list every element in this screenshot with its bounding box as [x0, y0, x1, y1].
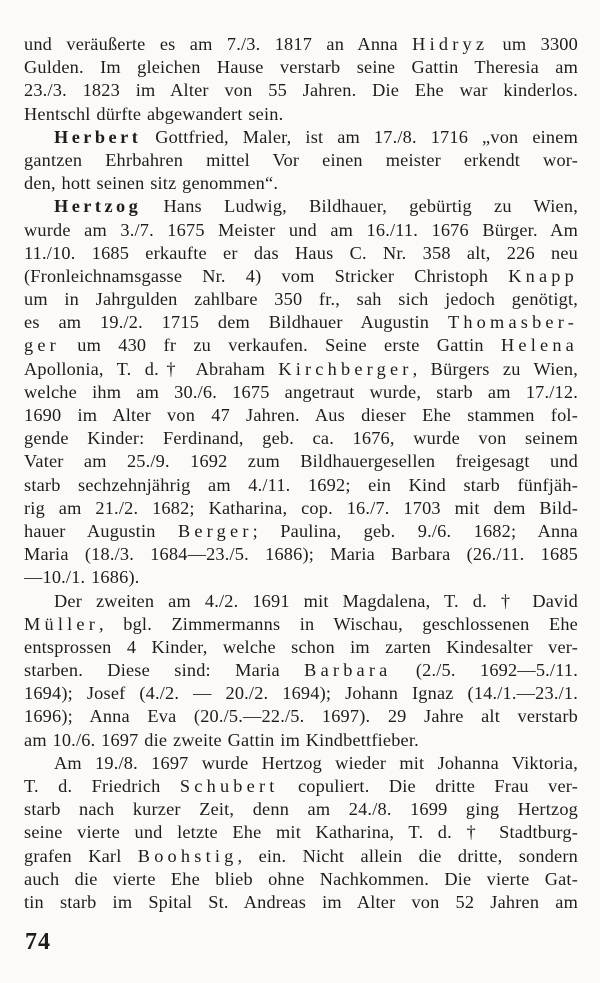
text-segment: Hans Ludwig, Bildhauer, gebürtig zu Wien,	[141, 196, 578, 217]
text-line	[24, 752, 578, 775]
text-line	[24, 404, 578, 427]
spaced-name: Boohstig	[137, 845, 238, 866]
text-segment: wurde am 3./7. 1675 Meister und am 16./11. 1676 Bürger. Am	[24, 219, 578, 240]
text-segment: am 10./6. 1697 die zweite Gattin im Kindbettfieber.	[24, 729, 419, 750]
text-segment: Maria (18./3. 1684—23./5. 1686); Maria Barbara (26./11. 1685	[24, 544, 578, 565]
text-line	[24, 891, 578, 914]
text-line	[24, 126, 578, 149]
text-segment: starben. Diese sind: Maria	[24, 660, 305, 681]
text-segment: Hentschl dürfte abgewandert sein.	[24, 103, 284, 124]
text-segment: Gottfried, Maler, ist am 17./8. 1716 „von einem	[141, 126, 578, 147]
text-line	[24, 381, 578, 404]
text-line	[24, 79, 578, 102]
text-segment: , Bürgers zu Wien,	[412, 358, 578, 379]
text-line	[24, 56, 578, 79]
text-line	[24, 427, 578, 450]
text-line	[24, 775, 578, 798]
text-segment: starb nach kurzer Zeit, denn am 24./8. 1699 ging Hertzog	[24, 799, 578, 820]
text-segment: 11./10. 1685 erkaufte er das Haus C. Nr. 358 alt, 226 neu	[24, 242, 578, 263]
text-segment: rig am 21./2. 1682; Katharina, cop. 16./7. 1703 mit dem Bild-	[24, 497, 578, 518]
page-number: 74	[25, 929, 51, 955]
text-segment: copuliert. Die dritte Frau ver-	[278, 776, 578, 796]
text-segment: , ein. Nicht allein die dritte, sondern	[237, 845, 578, 866]
text-segment: , bgl. Zimmermanns in Wischau, geschlossenen Ehe	[99, 613, 578, 634]
text-segment: Am 19./8. 1697 wurde Hertzog wieder mit Johanna Viktoria,	[54, 752, 578, 773]
text-segment: ; Paulina, geb. 9./6. 1682; Anna	[252, 520, 578, 541]
spaced-name: ger	[24, 335, 60, 356]
text-line	[24, 566, 578, 589]
text-segment: es am 19./2. 1715 dem Bildhauer Augustin	[24, 312, 448, 333]
text-line	[24, 705, 578, 728]
spaced-name: Knapp	[508, 265, 578, 286]
text-segment: um in Jahrgulden zahlbare 350 fr., sah sich jedoch genötigt,	[24, 289, 578, 310]
text-line	[24, 613, 578, 636]
text-line	[24, 149, 578, 172]
text-line	[24, 172, 578, 195]
text-segment: Gulden. Im gleichen Hause verstarb seine Gattin Theresia am	[24, 57, 578, 78]
text-line	[24, 242, 578, 265]
text-segment: gende Kinder: Ferdinand, geb. ca. 1676, wurde von seinem	[24, 428, 578, 449]
text-line	[24, 288, 578, 311]
text-line	[24, 845, 578, 868]
text-segment: auch die vierte Ehe blieb ohne Nachkommen. Die vierte Gat-	[24, 868, 578, 889]
text-segment: um 3300	[488, 34, 578, 54]
text-segment: Apollonia, T. d.† Abraham	[24, 358, 279, 379]
text-segment: Vater am 25./9. 1692 zum Bildhauergesellen freigesagt und	[24, 451, 578, 472]
spaced-name: Schubert	[179, 776, 279, 796]
text-line	[24, 195, 578, 218]
text-block	[24, 33, 578, 914]
text-segment: 1696); Anna Eva (20./5.—22./5. 1697). 29 Jahre alt verstarb	[24, 706, 578, 727]
text-line	[24, 868, 578, 891]
text-line	[24, 219, 578, 242]
text-line	[24, 103, 578, 126]
spaced-name: Thomasber-	[447, 312, 578, 333]
text-line	[24, 636, 578, 659]
spaced-name: Berger	[177, 520, 253, 541]
headword-emphasis: Herbert	[54, 126, 142, 147]
text-segment: welche ihm am 30./6. 1675 angetraut wurde, starb am 17./12.	[24, 381, 578, 402]
text-segment: 1690 im Alter von 47 Jahren. Aus dieser Ehe stammen fol-	[24, 405, 578, 425]
text-segment: entsprossen 4 Kinder, welche schon im zarten Kindesalter ver-	[24, 636, 578, 657]
text-line	[24, 33, 578, 56]
text-segment: und veräußerte es am 7./3. 1817 an Anna	[24, 34, 413, 54]
text-line	[24, 659, 578, 682]
text-line	[24, 590, 578, 613]
text-line	[24, 798, 578, 821]
text-segment: (Fronleichnamsgasse Nr. 4) vom Stricker Christoph	[24, 265, 509, 286]
text-line	[24, 682, 578, 705]
headword-emphasis: Hertzog	[54, 196, 142, 217]
text-segment: um 430 fr zu verkaufen. Seine erste Gattin	[59, 335, 501, 356]
spaced-name: Hidryz	[412, 34, 489, 54]
text-segment: 23./3. 1823 im Alter von 55 Jahren. Die Ehe war kinderlos.	[24, 80, 578, 101]
text-segment: hauer Augustin	[24, 520, 178, 541]
text-line	[24, 358, 578, 381]
text-segment: grafen Karl	[24, 845, 138, 866]
text-line	[24, 450, 578, 473]
text-line	[24, 729, 578, 752]
text-segment: (2./5. 1692—5./11.	[391, 660, 578, 681]
text-segment: starb sechzehnjährig am 4./11. 1692; ein Kind starb fünfjäh-	[24, 474, 578, 495]
text-segment: —10./1. 1686).	[24, 567, 140, 588]
text-line	[24, 334, 578, 357]
text-segment: seine vierte und letzte Ehe mit Katharina, T. d. † Stadtburg-	[24, 822, 578, 843]
spaced-name: Barbara	[304, 660, 392, 681]
text-line	[24, 497, 578, 520]
text-line	[24, 265, 578, 288]
text-segment: den, hott seinen sitz genommen“.	[24, 173, 279, 194]
text-segment: T. d. Friedrich	[24, 776, 180, 796]
text-line	[24, 311, 578, 334]
text-line	[24, 821, 578, 844]
spaced-name: Kirchberger	[278, 358, 413, 379]
text-segment: gantzen Ehrbahren mittel Vor einen meister erkendt wor-	[24, 149, 578, 170]
spaced-name: Müller	[24, 613, 100, 634]
text-line	[24, 474, 578, 497]
text-segment: tin starb im Spital St. Andreas im Alter von 52 Jahren am	[24, 891, 578, 912]
text-segment: Der zweiten am 4./2. 1691 mit Magdalena, T. d. † David	[54, 590, 578, 611]
spaced-name: Helena	[500, 335, 578, 356]
text-line	[24, 520, 578, 543]
text-line	[24, 543, 578, 566]
text-segment: 1694); Josef (4./2. — 20./2. 1694); Johann Ignaz (14./1.—23./1.	[24, 683, 578, 704]
